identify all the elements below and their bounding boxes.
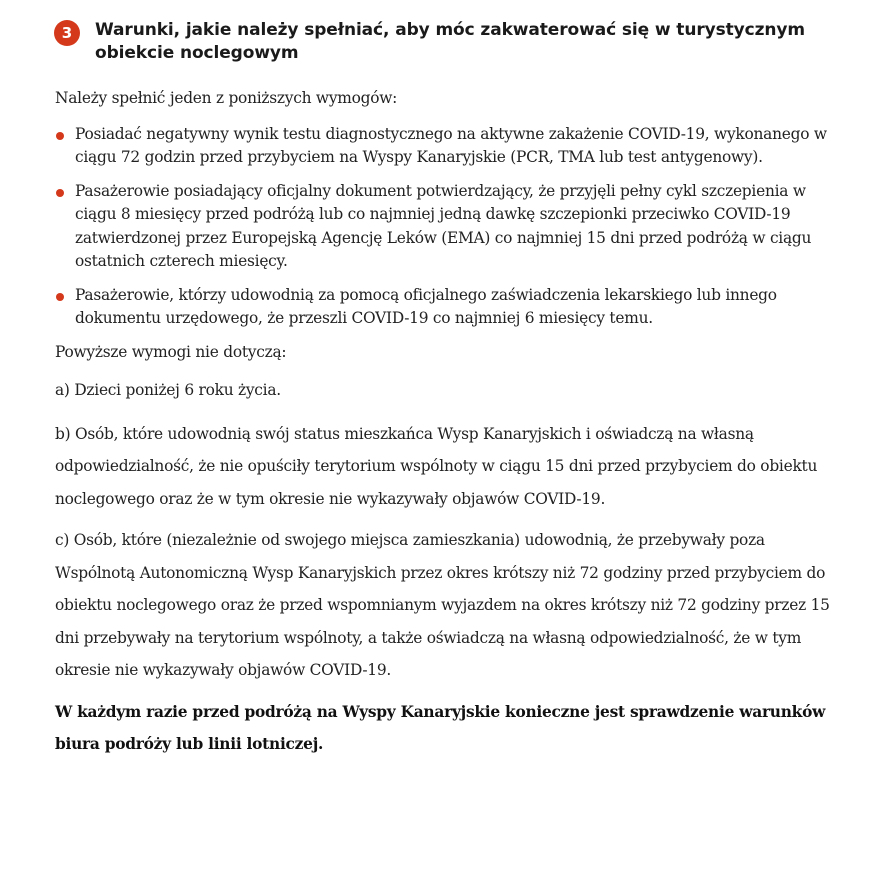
- exemption-a: a) Dzieci poniżej 6 roku życia.: [55, 381, 281, 399]
- list-item: [55, 180, 830, 274]
- list-item-text: Posiadać negatywny wynik testu diagnostycznego na aktywne zakażenie COVID-19, wykonanego w ciągu 72 godzin przed przybyciem na Wyspy Kanaryjskie (PCR, TMA lub test antygenowy).: [75, 124, 827, 166]
- bullet-dot-icon: [56, 189, 64, 197]
- requirements-list: [55, 123, 830, 331]
- section-number-badge: 3: [54, 20, 80, 46]
- exemption-b: b) Osób, które udowodnią swój status mieszkańca Wysp Kanaryjskich i oświadczą na własną odpowiedzialność, że nie opuściły terytorium wspólnoty w ciągu 15 dni przed przybyciem do obiektu noclegowego oraz że w tym okresie nie wykazywały objawów COVID-19.: [55, 424, 818, 508]
- list-item: [55, 284, 830, 331]
- list-item-text: Pasażerowie, którzy udowodnią za pomocą oficjalnego zaświadczenia lekarskiego lub innego dokumentu urzędowego, że przeszli COVID-19 co najmniej 6 miesięcy temu.: [75, 285, 777, 327]
- final-note: W każdym razie przed podróżą na Wyspy Kanaryjskie konieczne jest sprawdzenie warunków biura podróży lub linii lotniczej.: [55, 702, 826, 753]
- bullet-dot-icon: [56, 132, 64, 140]
- section-title: Warunki, jakie należy spełniać, aby móc zakwaterować się w turystycznym obiekcie noclegowym: [95, 20, 805, 63]
- list-item-text: Pasażerowie posiadający oficjalny dokument potwierdzający, że przyjęli pełny cykl szczepienia w ciągu 8 miesięcy przed podróżą lub co najmniej jedną dawkę szczepionki przeciwko COVID-19 zatwierdzonej przez Europejską Agencję Leków (EMA) co najmniej 15 dni przed podróżą w ciągu ostatnich czterech miesięcy.: [75, 181, 812, 270]
- exemptions-intro: Powyższe wymogi nie dotyczą:: [55, 342, 287, 361]
- exemption-c: c) Osób, które (niezależnie od swojego miejsca zamieszkania) udowodnią, że przebywały poza Wspólnotą Autonomiczną Wysp Kanaryjskich przez okres krótszy niż 72 godziny przed przybyciem do obiektu noclegowego oraz że przed wspomnianym wyjazdem na okres krótszy niż 72 godziny przez 15 dni przebywały na terytorium wspólnoty, a także oświadczą na własną odpowiedzialność, że w tym okresie nie wykazywały objawów COVID-19.: [55, 531, 830, 679]
- bullet-dot-icon: [56, 293, 64, 301]
- requirements-intro: Należy spełnić jeden z poniższych wymogów:: [55, 89, 398, 107]
- section-content: [55, 87, 830, 761]
- list-item: [55, 123, 830, 170]
